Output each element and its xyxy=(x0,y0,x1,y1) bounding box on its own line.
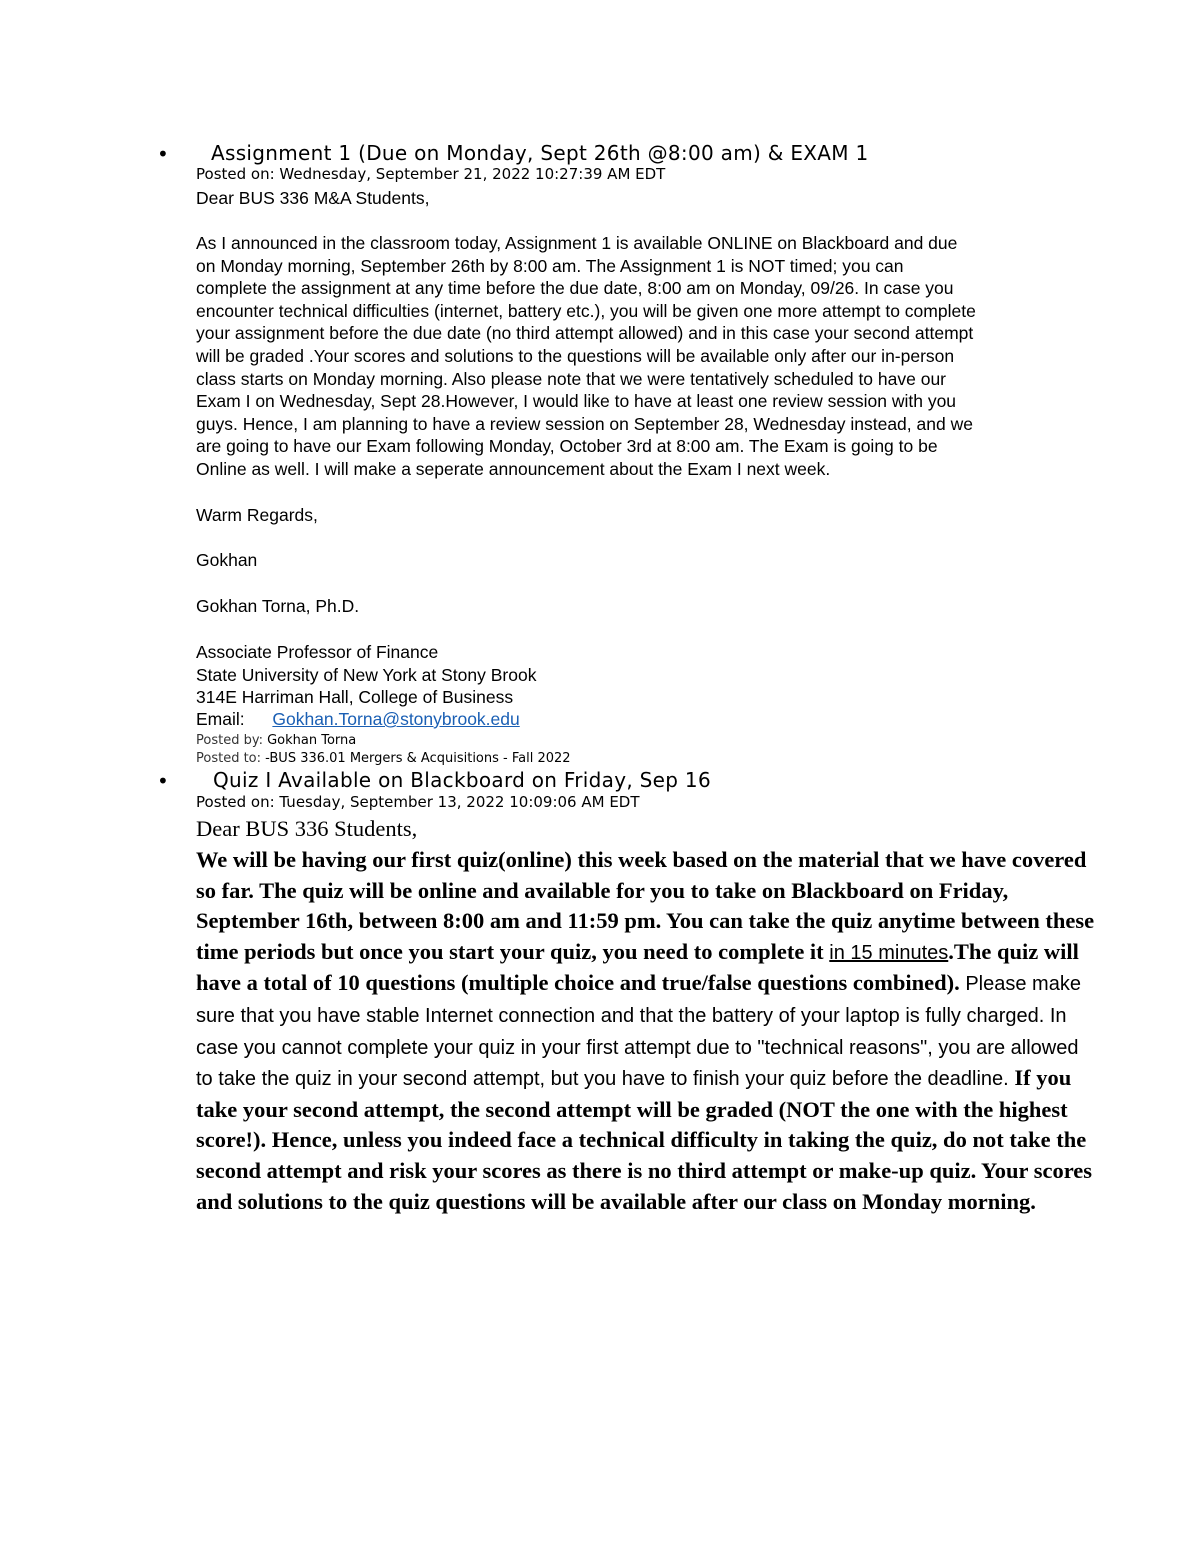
posted-to-value: -BUS 336.01 Mergers & Acquisitions - Fall 2022 xyxy=(265,751,571,766)
signature-university: State University of New York at Stony Brook xyxy=(196,665,537,685)
signature-email-row xyxy=(196,709,520,730)
posted-to-label: Posted to: xyxy=(196,751,262,766)
body-line: will be graded .Your scores and solutions to the questions will be available only after our in-person xyxy=(196,345,955,366)
quiz-paragraph-1-cont: The quiz will have a total of 10 questions (multiple choice and true/false questions combined). xyxy=(196,938,1079,996)
post1-posted-on xyxy=(196,165,665,183)
body-line: class starts on Monday morning. Also please note that we were tentatively scheduled to have our xyxy=(196,368,947,389)
body-line: guys. Hence, I am planning to have a review session on September 28, Wednesday instead, and we xyxy=(196,413,973,434)
post1-bullet: • xyxy=(157,142,169,166)
post1-title: Assignment 1 (Due on Monday, Sept 26th @8:00 am) & EXAM 1 xyxy=(211,141,869,165)
closing: Warm Regards, xyxy=(196,505,318,525)
post1-greeting: Dear BUS 336 M&A Students, xyxy=(196,188,430,208)
post2-bullet: • xyxy=(157,769,169,793)
signature-first-name: Gokhan xyxy=(196,550,258,570)
posted-by-value: Gokhan Torna xyxy=(267,733,357,748)
posted-on-label: Posted on: xyxy=(196,793,275,811)
quiz-paragraph-2: Please make sure that you have stable Internet connection and that the battery of your laptop is fully charged. In case you cannot complete your quiz in your first attempt due to "technical reasons", you are allowed to take the quiz in your second attempt, but you have to finish your quiz before the deadline. xyxy=(196,973,1081,1091)
quiz-time-limit: in 15 minutes xyxy=(829,941,949,964)
body-line: your assignment before the due date (no third attempt allowed) and in this case your second attempt xyxy=(196,323,974,344)
body-line: are going to have our Exam following Monday, October 3rd at 8:00 am. The Exam is going to be xyxy=(196,436,938,457)
body-line: Online as well. I will make a seperate announcement about the Exam I next week. xyxy=(196,458,831,479)
post2-posted-on xyxy=(196,793,640,811)
post2-body: We will be having our first quiz(online) this week based on the material that we have covered so far. The quiz will be online and available for you to take on Blackboard on Friday, September 16th, between 8:00 am and 11:59 pm. You can take the quiz anytime between these time periods but once you start your quiz, you need to complete it in 15 minutes.The quiz will have a total of 10 questions (multiple choice and true/false questions combined). Please make sure that you have stable Internet connection and that the battery of your laptop is fully charged. In case you cannot complete your quiz in your first attempt due to "technical reasons", you are allowed to take the quiz in your second attempt, but you have to finish your quiz before the deadline. If you take your second attempt, the second attempt will be graded (NOT the one with the highest score!). Hence, unless you indeed face a technical difficulty in taking the quiz, do not take the second attempt and risk your scores as there is no third attempt or make-up quiz. Your scores and solutions to the quiz questions will be available after our class on Monday morning. xyxy=(196,847,1095,1214)
quiz-paragraph-3: If you take your second attempt, the second attempt will be graded (NOT the one with the highest score!). Hence, unless you indeed face a technical difficulty in taking the quiz, do not take the second attempt and risk your scores as there is no third attempt or make-up quiz. Your scores and solutions to the quiz questions will be available after our class on Monday morning. xyxy=(196,1065,1093,1214)
posted-on-value: Wednesday, September 21, 2022 10:27:39 AM EDT xyxy=(279,165,666,183)
post1-body xyxy=(196,232,1076,481)
post2-greeting: Dear BUS 336 Students, xyxy=(196,816,418,841)
body-line: As I announced in the classroom today, Assignment 1 is available ONLINE on Blackboard and due xyxy=(196,233,958,253)
post2-title: Quiz I Available on Blackboard on Friday, Sep 16 xyxy=(213,768,711,792)
body-line: on Monday morning, September 26th by 8:00 am. The Assignment 1 is NOT timed; you can xyxy=(196,255,904,276)
body-line: complete the assignment at any time before the due date, 8:00 am on Monday, 09/26. In case you xyxy=(196,278,954,299)
email-label: Email: xyxy=(196,709,245,729)
body-line: Exam I on Wednesday, Sept 28.However, I would like to have at least one review session with you xyxy=(196,391,957,412)
signature-address: 314E Harriman Hall, College of Business xyxy=(196,687,514,707)
body-line: encounter technical difficulties (internet, battery etc.), you will be given one more attempt to complete xyxy=(196,300,976,321)
signature-full-name: Gokhan Torna, Ph.D. xyxy=(196,596,360,616)
post1-posted-to xyxy=(196,751,571,766)
posted-by-label: Posted by: xyxy=(196,733,263,748)
posted-on-value: Tuesday, September 13, 2022 10:09:06 AM EDT xyxy=(279,793,640,811)
post1-posted-by xyxy=(196,733,356,748)
email-link[interactable]: Gokhan.Torna@stonybrook.edu xyxy=(272,709,520,729)
quiz-paragraph-1: We will be having our first quiz(online) this week based on the material that we have covered so far. The quiz will be online and available for you to take on Blackboard on Friday, September 16th, between 8:00 am and 11:59 pm. You can take the quiz anytime between these time periods but once you start your quiz, you need to complete it xyxy=(196,847,1095,964)
posted-on-label: Posted on: xyxy=(196,165,275,183)
signature-position: Associate Professor of Finance xyxy=(196,642,439,662)
